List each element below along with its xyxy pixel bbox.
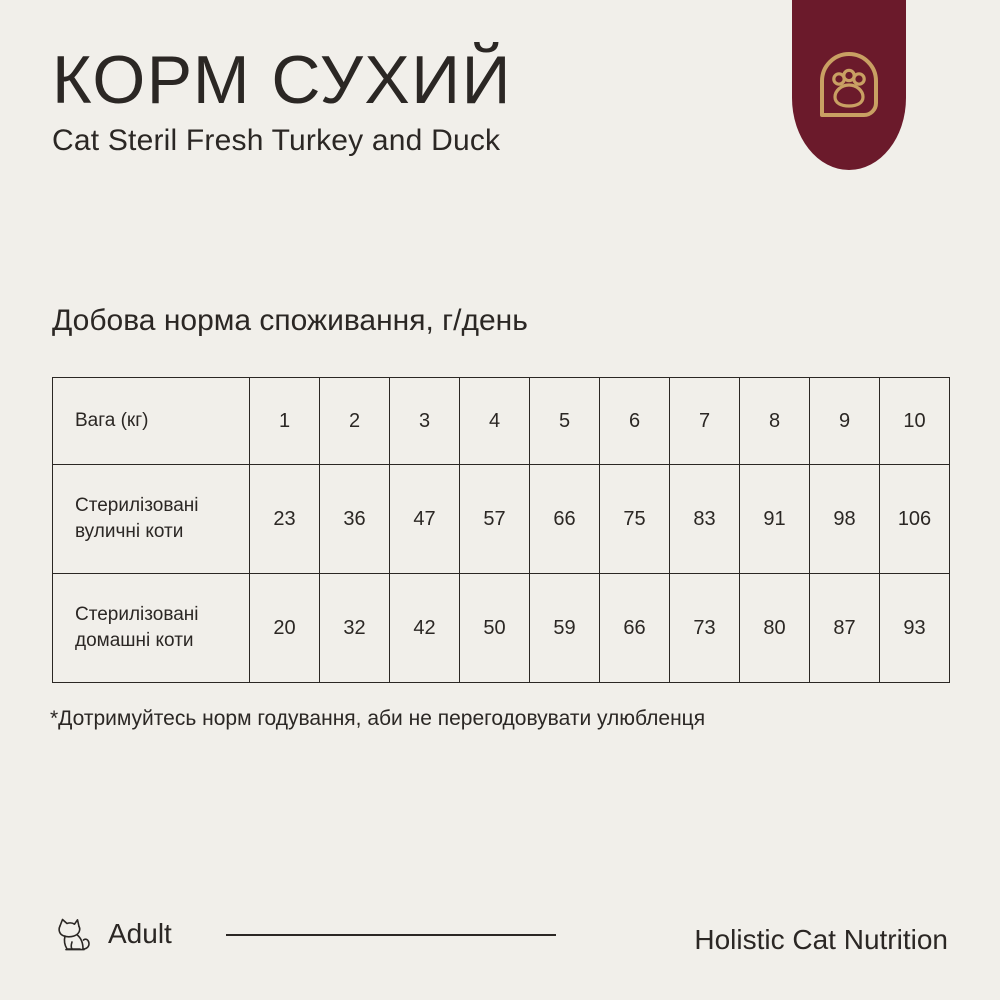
table-row	[53, 574, 950, 683]
paw-shield-icon	[812, 51, 886, 125]
weight-header-label: Вага (кг)	[53, 378, 250, 465]
weight-header-cell: 5	[530, 378, 600, 465]
sitting-cat-icon	[52, 912, 96, 956]
weight-header-cell: 6	[600, 378, 670, 465]
section-heading: Добова норма споживання, г/день	[52, 304, 528, 337]
weight-header-cell: 8	[740, 378, 810, 465]
table-cell: 36	[320, 465, 390, 574]
table-cell: 75	[600, 465, 670, 574]
life-stage-label: Adult	[108, 918, 172, 949]
table-cell: 98	[810, 465, 880, 574]
header	[0, 0, 1000, 215]
feeding-table	[52, 377, 949, 683]
footer	[0, 896, 1000, 956]
table-cell: 93	[880, 574, 950, 683]
table-cell: 47	[390, 465, 460, 574]
table-cell: 50	[460, 574, 530, 683]
table-cell: 20	[250, 574, 320, 683]
row-label: Стерилізовані вуличні коти	[53, 465, 250, 574]
weight-header-cell: 9	[810, 378, 880, 465]
page-title: КОРМ СУХИЙ	[52, 42, 513, 118]
table-cell: 91	[740, 465, 810, 574]
life-stage-block	[52, 912, 172, 956]
title-block	[52, 44, 772, 158]
brand-badge	[792, 0, 906, 170]
table-row	[53, 378, 950, 465]
table-cell: 66	[600, 574, 670, 683]
weight-header-cell: 10	[880, 378, 950, 465]
table-cell: 57	[460, 465, 530, 574]
table-cell: 32	[320, 574, 390, 683]
table-cell: 106	[880, 465, 950, 574]
table-row	[53, 465, 950, 574]
table-cell: 80	[740, 574, 810, 683]
table-cell: 73	[670, 574, 740, 683]
weight-header-cell: 3	[390, 378, 460, 465]
table-cell: 59	[530, 574, 600, 683]
table-cell: 23	[250, 465, 320, 574]
weight-header-cell: 4	[460, 378, 530, 465]
row-label: Стерилізовані домашні коти	[53, 574, 250, 683]
footer-tagline: Holistic Cat Nutrition	[694, 924, 948, 955]
feeding-footnote: *Дотримуйтесь норм годування, аби не перегодовувати улюбленця	[50, 707, 706, 730]
footer-divider	[226, 934, 556, 936]
weight-header-cell: 7	[670, 378, 740, 465]
weight-header-cell: 2	[320, 378, 390, 465]
product-subtitle: Cat Steril Fresh Turkey and Duck	[52, 124, 501, 157]
weight-header-cell: 1	[250, 378, 320, 465]
table-cell: 87	[810, 574, 880, 683]
table-cell: 42	[390, 574, 460, 683]
table-cell: 83	[670, 465, 740, 574]
table-cell: 66	[530, 465, 600, 574]
